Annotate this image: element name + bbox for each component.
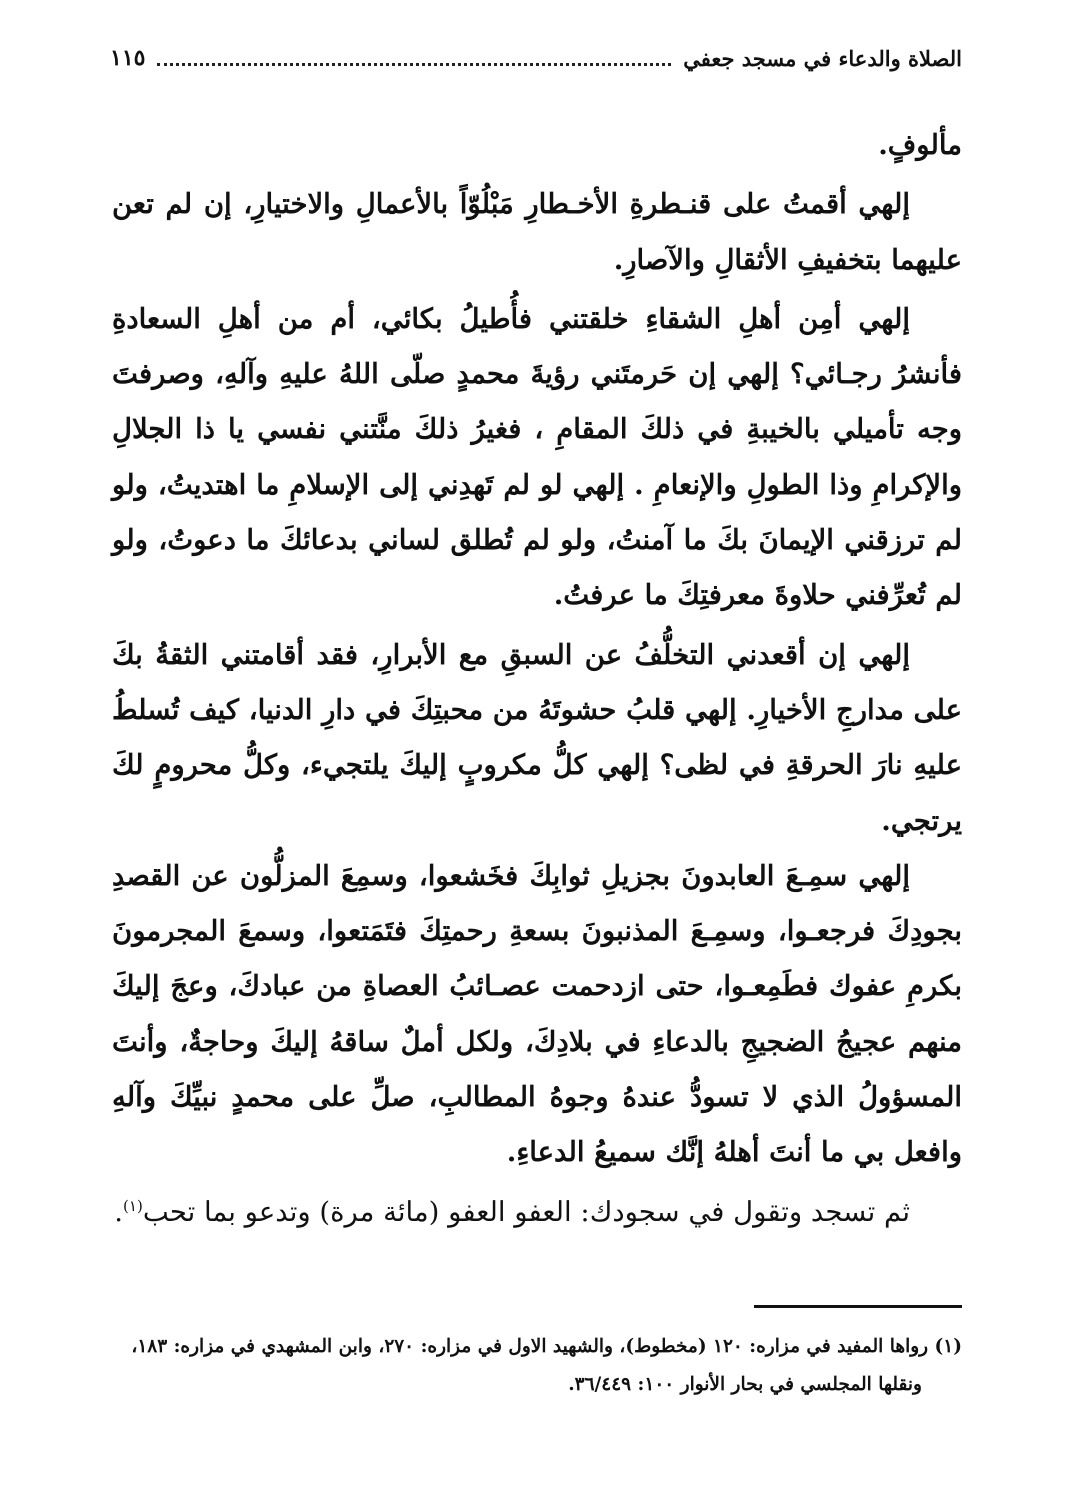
closing-end: . — [114, 1195, 124, 1228]
running-header — [110, 38, 962, 78]
paragraph-4: إلهي إن أقعدني التخلُّفُ عن السبقِ مع الأبرارِ، فقد أقامتني الثقةُ بكَ على مدارجِ الأخيارِ. إلهي قلبُ حشوتَهُ من محبتِكَ في دارِ الدنيا، كيف تُسلطُ عليهِ نارَ الحرقةِ في لظى؟ إلهي كلُّ مكروبٍ إليكَ يلتجيء، وكلُّ محرومٍ لكَ يرتجي. — [112, 638, 962, 837]
footnote-line-1: (١) رواها المفيد في مزاره: ١٢٠ (مخطوط)، والشهيد الاول في مزاره: ٢٧٠، وابن المشهدي في مزاره: ١٨٣، — [131, 1336, 962, 1357]
paragraph-2: إلهي أقمتُ على قنـطرةِ الأخـطارِ مَبْلُوّاً بالأعمالِ والاختيارِ، إن لم تعن عليهما بتخفيفِ الأثقالِ والآصارِ. — [112, 188, 962, 276]
paragraph-5: إلهي سمِـعَ العابدونَ بجزيلِ ثوابِكَ فخَشعوا، وسمِعَ المزلُّون عن القصدِ بجودِكَ فرجعـوا، وسمِـعَ المذنبونَ بسعةِ رحمتِكَ فتَمَتعوا، وسمعَ المجرمونَ بكرمِ عفوك فطَمِعـوا، حتى ازدحمت عصـائبُ العصاةِ من عبادكَ، وعجَ إليكَ منهم عجيجُ الضجيجِ بالدعاءِ في بلادِكَ، ولكل أملٌ ساقهُ إليكَ وحاجةٌ، وأنتَ المسؤولُ الذي لا تسودُّ عندهُ وجوهُ المطالبِ، صلِّ على محمدٍ نبيِّكَ وآلهِ وافعل بي ما أنتَ أهلهُ إنَّك سميعُ الدعاءِ. — [112, 859, 962, 1169]
footnote-separator — [754, 1305, 962, 1308]
footnote — [112, 1328, 962, 1404]
running-title: الصلاة والدعاء في مسجد جعفي — [683, 45, 962, 71]
body-text — [112, 118, 962, 1240]
closing-text: ثم تسجد وتقول في سجودك: العفو العفو (مائة مرة) وتدعو بما تحب — [142, 1195, 910, 1228]
leader-dots — [157, 63, 671, 66]
page-number: ١١٥ — [110, 45, 146, 71]
closing-paragraph — [112, 1185, 962, 1240]
paragraph-1: مألوفٍ. — [878, 129, 962, 161]
paragraph-3: إلهي أمِن أهلِ الشقاءِ خلقتني فأُطيلُ بكائي، أم من أهلِ السعادةِ فأنشرُ رجـائي؟ إلهي إن حَرمتَني رؤيةَ محمدٍ صلّى اللهُ عليهِ وآلهِ، وصرفتَ وجه تأميلي بالخيبةِ في ذلكَ المقامِ ، فغيرُ ذلكَ منَّتني نفسي يا ذا الجلالِ والإكرامِ وذا الطولِ والإنعامِ . إلهي لو لم تَهدِني إلى الإسلامِ ما اهتديتُ، ولو لم ترزقني الإيمانَ بكَ ما آمنتُ، ولو لم تُطلق لساني بدعائكَ ما دعوتُ، ولو لم تُعرِّفني حلاوةَ معرفتِكَ ما عرفتُ. — [112, 302, 962, 612]
footnote-reference[interactable]: (١) — [123, 1196, 143, 1215]
footnote-line-2: ونقلها المجلسي في بحار الأنوار ١٠٠: ٣٦/٤٤٩. — [568, 1374, 922, 1395]
